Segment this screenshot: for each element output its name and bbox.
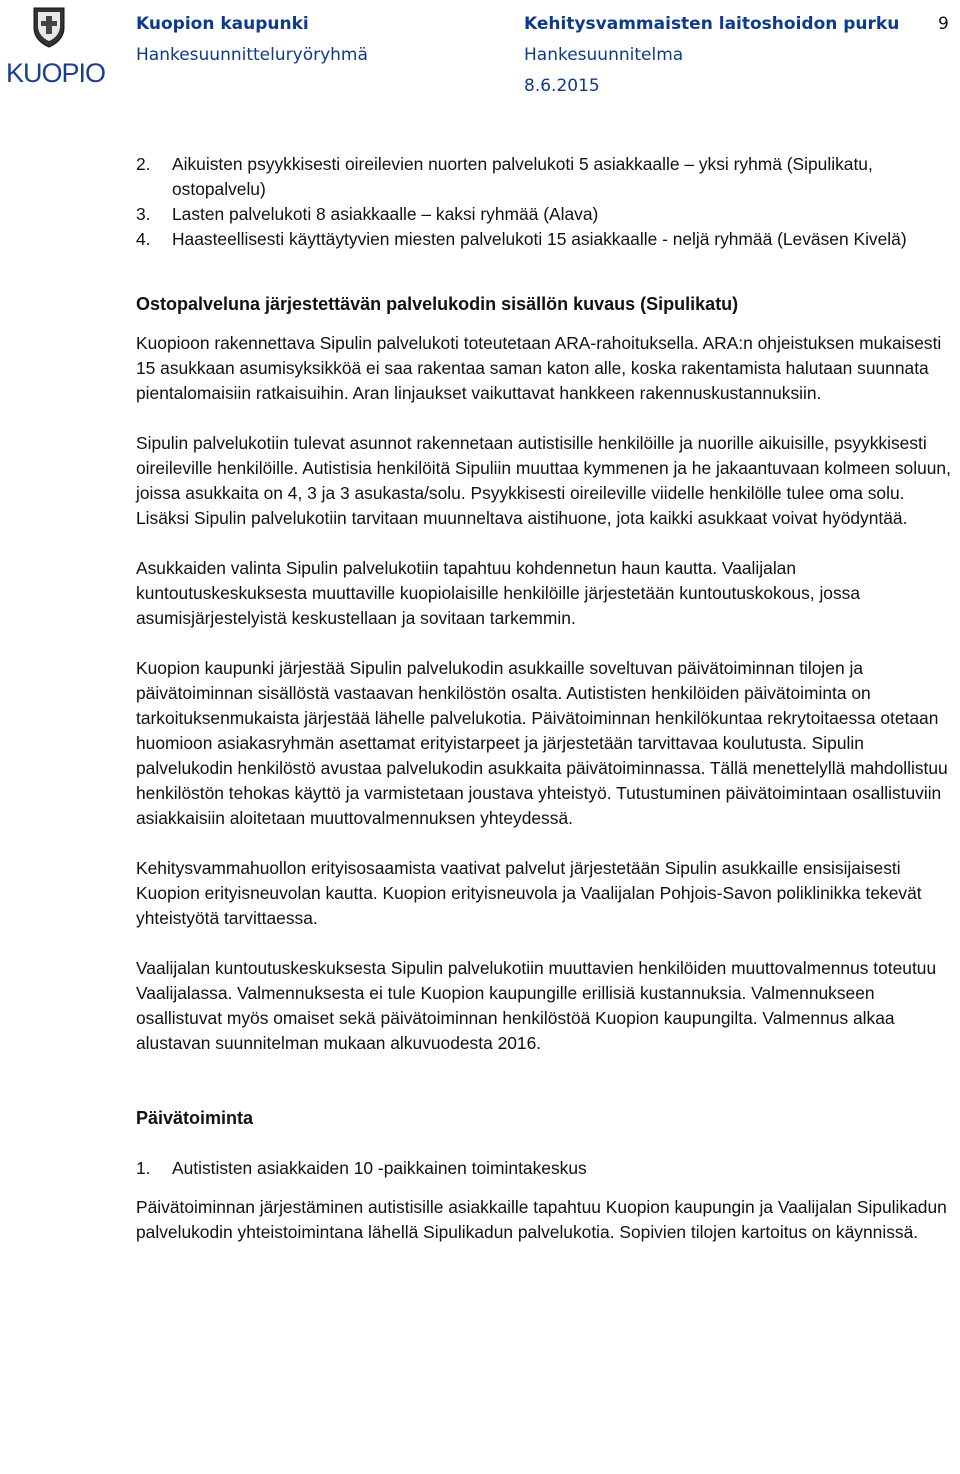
list-item bbox=[136, 152, 956, 202]
kuopio-logo bbox=[6, 6, 106, 92]
header-org: Kuopion kaupunki bbox=[136, 14, 309, 34]
list-text: Haasteellisesti käyttäytyvien miesten palvelukoti 15 asiakkaalle - neljä ryhmää (Leväsen Kivelä) bbox=[172, 229, 907, 249]
logo-text: KUOPIO bbox=[6, 58, 106, 88]
paragraph: Kuopion kaupunki järjestää Sipulin palvelukodin asukkaille soveltuvan päivätoiminnan tilojen ja päivätoiminnan sisällöstä vastaavan henkilöstön osalta. Autististen henkilöiden päivätoiminta on tarkoituksenmukaista järjestää lähelle palvelukotia. Päivätoiminnan henkilökuntaa rekrytoitaessa otetaan huomioon asiakasryhmän asettamat erityistarpeet ja järjestetään tarvittavaa koulutusta. Sipulin palvelukodin henkilöstö avustaa palvelukodin asukkaita päivätoiminnassa. Tällä menettelyllä mahdollistuu henkilöstön tehokas käyttö ja varmistetaan joustava yhteistyö. Tutustuminen päivätoimintaan osallistuviin asiakkaisiin aloitetaan muuttovalmennuksen yhteydessä. bbox=[136, 658, 948, 828]
list-item bbox=[136, 202, 956, 227]
section-heading: Ostopalveluna järjestettävän palvelukodin sisällön kuvaus (Sipulikatu) bbox=[136, 294, 739, 314]
list-item bbox=[136, 227, 956, 252]
paragraph: Kuopioon rakennettava Sipulin palvelukoti toteutetaan ARA-rahoituksella. ARA:n ohjeistuksen mukaisesti 15 asukkaan asumisyksikköä ei saa rakentaa saman katon alle, koska rakentamista halutaan suunnata pientalomaisiin ratkaisuihin. Aran linjaukset vaikuttavat hankkeen rakennuskustannuksiin. bbox=[136, 333, 942, 403]
paragraph: Vaalijalan kuntoutuskeskuksesta Sipulin palvelukotiin muuttavien henkilöiden muuttovalmennus toteutuu Vaalijalassa. Valmennuksesta ei tule Kuopion kaupungille erillisiä kustannuksia. Valmennukseen osallistuvat myös omaiset sekä päivätoiminnan henkilöstöä Kuopion kaupungilta. Valmennus alkaa alustavan suunnitelman mukaan alkuvuodesta 2016. bbox=[136, 958, 937, 1053]
list-text: Lasten palvelukoti 8 asiakkaalle – kaksi ryhmää (Alava) bbox=[172, 204, 599, 224]
paragraph: Asukkaiden valinta Sipulin palvelukotiin tapahtuu kohdennetun haun kautta. Vaalijalan kuntoutuskeskuksesta muuttaville kuopiolaisille henkilöille järjestetään kuntoutuskokous, jossa asumisjärjestelyistä keskustellaan ja sovitaan tarkemmin. bbox=[136, 558, 861, 628]
list-text: Aikuisten psyykkisesti oireilevien nuorten palvelukoti 5 asiakkaalle – yksi ryhmä (Sipulikatu, ostopalvelu) bbox=[172, 154, 873, 199]
list-text: Autististen asiakkaiden 10 -paikkainen toimintakeskus bbox=[172, 1158, 587, 1178]
list-number: 2. bbox=[136, 154, 151, 174]
header-doc-title: Kehitysvammaisten laitoshoidon purku bbox=[524, 14, 900, 34]
page-number: 9 bbox=[938, 14, 949, 34]
coat-of-arms-icon bbox=[32, 6, 66, 48]
document-body bbox=[136, 152, 956, 1245]
list-number: 3. bbox=[136, 204, 151, 224]
header-group: Hankesuunnitteluryöryhmä bbox=[136, 45, 368, 65]
list-number: 1. bbox=[136, 1158, 151, 1178]
paragraph: Kehitysvammahuollon erityisosaamista vaativat palvelut järjestetään Sipulin asukkaille ensisijaisesti Kuopion erityisneuvolan kautta. Kuopion erityisneuvola ja Vaalijalan Pohjois-Savon poliklinikka tekevät yhteistyötä tarvittaessa. bbox=[136, 858, 922, 928]
header-date: 8.6.2015 bbox=[524, 76, 600, 96]
paragraph: Päivätoiminnan järjestäminen autistisille asiakkaille tapahtuu Kuopion kaupungin ja Vaalijalan Sipulikadun palvelukodin yhteistoimintana lähellä Sipulikadun palvelukotia. Sopivien tilojen kartoitus on käynnissä. bbox=[136, 1197, 947, 1242]
paragraph: Sipulin palvelukotiin tulevat asunnot rakennetaan autistisille henkilöille ja nuorille aikuisille, psyykkisesti oireileville henkilöille. Autistisia henkilöitä Sipuliin muuttaa kymmenen ja he jakaantuvaan kolmeen soluun, joissa asukkaita on 4, 3 ja 3 asukasta/solu. Psyykkisesti oireileville viidelle henkilölle tulee oma solu. Lisäksi Sipulin palvelukotiin tarvitaan muunneltava aistihuone, jota kaikki asukkaat voivat hyödyntää. bbox=[136, 433, 951, 528]
header-doc-type: Hankesuunnitelma bbox=[524, 45, 684, 65]
list-number: 4. bbox=[136, 229, 151, 249]
list-item bbox=[136, 1156, 956, 1181]
section-heading: Päivätoiminta bbox=[136, 1108, 254, 1128]
